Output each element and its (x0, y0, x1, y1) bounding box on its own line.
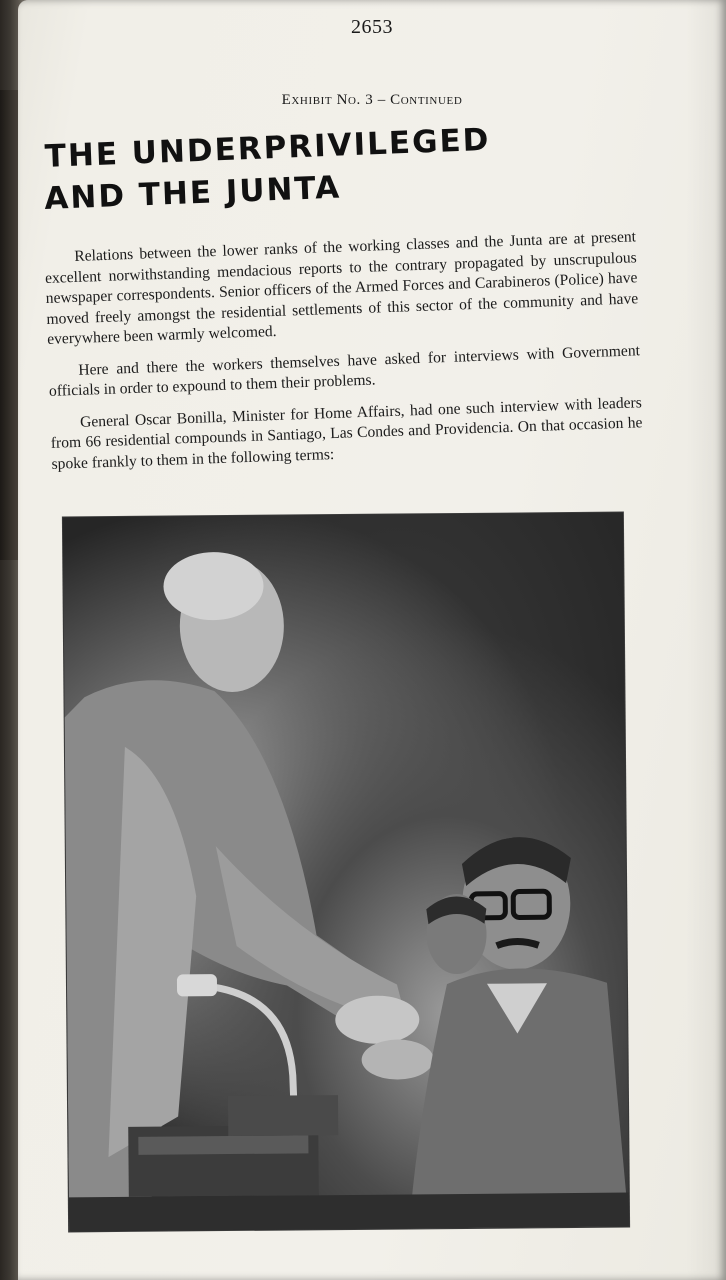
exhibit-label: Exhibit No. 3 – Continued (281, 92, 463, 108)
title-line-1: THE UNDERPRIVILEGED (44, 121, 492, 175)
page-number: 2653 (351, 16, 393, 38)
article-title (42, 111, 685, 220)
paragraph-2: Here and there the workers themselves have asked for interviews with Government officials in order to expound to them their problems. (48, 341, 641, 400)
photograph (63, 513, 629, 1232)
paragraph-3: General Oscar Bonilla, Minister for Home Affairs, had one such interview with leaders from 66 residential compounds in Santiago, Las Condes and Providencia. On that occasion he spoke frankly to them in the following terms: (50, 393, 643, 473)
paragraph-1: Relations between the lower ranks of the working classes and the Junta are at present excellent norwithstanding mendacious reports to the contrary propagated by unscrupulous newspaper correspondents. Senior officers of the Armed Forces and Carabineros (Police) have moved freely amongst the residential settlements of this sector of the community and have everywhere been warmly welcomed. (44, 228, 639, 348)
page-shadow (686, 0, 726, 1280)
photo-illustration (63, 513, 629, 1232)
title-line-2: AND THE JUNTA (43, 169, 342, 217)
document-page (18, 0, 726, 1280)
article-body (44, 227, 644, 486)
